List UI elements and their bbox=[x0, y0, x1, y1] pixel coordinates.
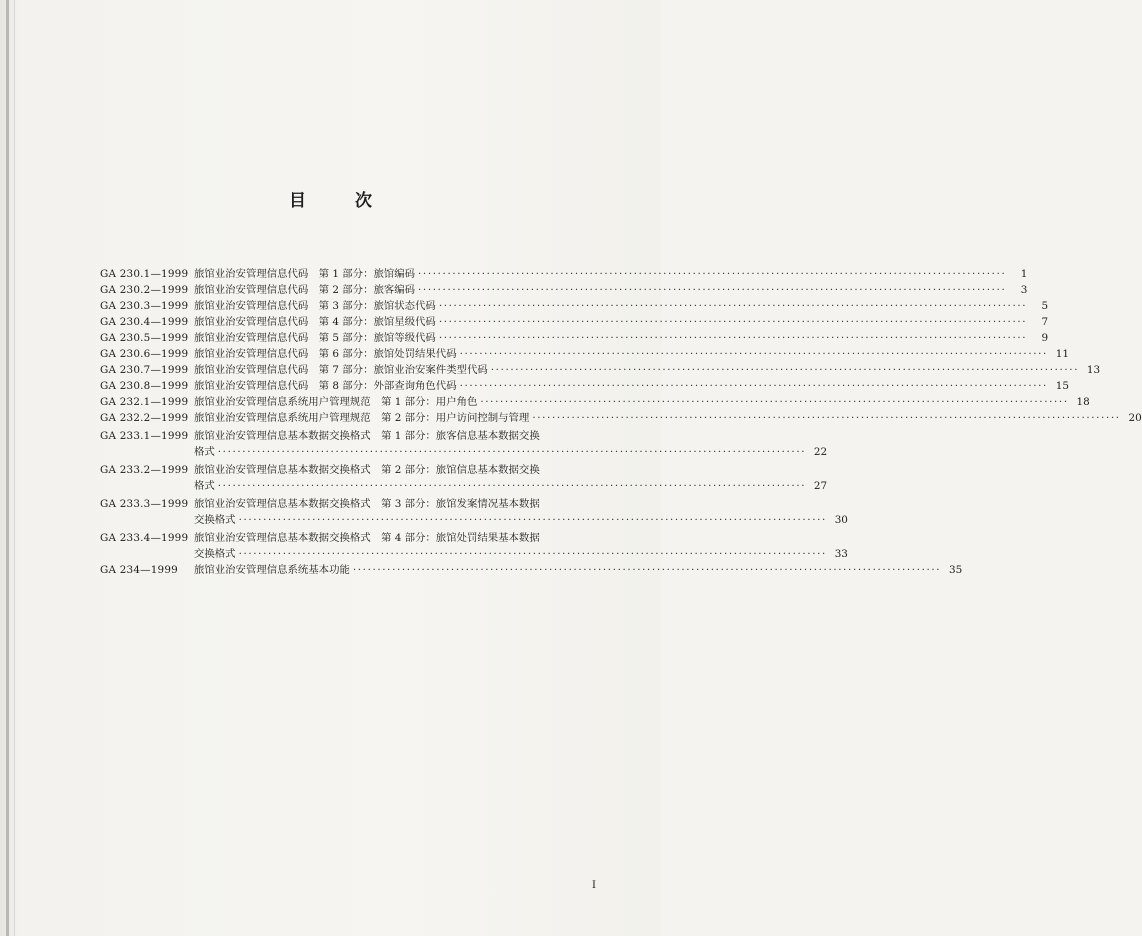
toc-leader-dots: ························································································································ bbox=[438, 316, 1028, 328]
toc-leader-dots: ························································································································ bbox=[217, 480, 807, 492]
toc-code: GA 230.2—1999 bbox=[100, 284, 189, 296]
toc-title-continuation: 交换格式 bbox=[194, 514, 236, 526]
page-number: I bbox=[592, 880, 596, 891]
toc-entry bbox=[100, 282, 1028, 298]
title-char-2: 次 bbox=[355, 191, 373, 211]
toc-title: 旅馆业治安管理信息代码 第 3 部分：旅馆状态代码 bbox=[194, 300, 436, 312]
toc-code: GA 230.8—1999 bbox=[100, 380, 189, 392]
toc-title: 旅馆业治安管理信息代码 第 1 部分：旅馆编码 bbox=[194, 268, 416, 280]
toc-entry bbox=[100, 428, 828, 460]
toc-code: GA 230.3—1999 bbox=[100, 300, 189, 312]
toc-leader-dots: ························································································································ bbox=[352, 564, 942, 576]
toc-code: GA 230.1—1999 bbox=[100, 268, 189, 280]
toc-leader-dots: ························································································································ bbox=[459, 348, 1048, 360]
toc-page-number: 15 bbox=[1055, 380, 1069, 392]
toc-page-number: 7 bbox=[1041, 316, 1049, 328]
toc-page-number: 22 bbox=[813, 446, 828, 458]
toc-page-number: 35 bbox=[948, 564, 963, 576]
toc-page-number: 3 bbox=[1020, 284, 1028, 296]
binding-edge bbox=[6, 0, 9, 936]
toc-leader-dots: ························································································································ bbox=[217, 446, 807, 458]
toc-title-continuation: 格式 bbox=[194, 480, 215, 492]
toc-page-number: 20 bbox=[1128, 412, 1142, 424]
toc-code: GA 230.7—1999 bbox=[100, 364, 189, 376]
toc-page-number: 13 bbox=[1086, 364, 1101, 376]
toc-entry bbox=[100, 298, 1049, 314]
toc-title: 旅馆业治安管理信息代码 第 7 部分：旅馆业治安案件类型代码 bbox=[194, 364, 488, 376]
page-title bbox=[0, 186, 662, 211]
toc-leader-dots: ························································································································ bbox=[459, 380, 1048, 392]
toc-page-number: 11 bbox=[1055, 348, 1069, 360]
toc-entry bbox=[100, 496, 848, 528]
toc-entry bbox=[100, 314, 1049, 330]
toc-code: GA 233.3—1999 bbox=[100, 498, 189, 510]
toc-page-number: 27 bbox=[813, 480, 828, 492]
toc-entry bbox=[100, 410, 1142, 426]
toc-page-number: 18 bbox=[1076, 396, 1090, 408]
toc-title: 旅馆业治安管理信息系统基本功能 bbox=[194, 564, 350, 576]
toc-page-number: 5 bbox=[1041, 300, 1049, 312]
toc-page-number: 33 bbox=[834, 548, 848, 560]
toc-title: 旅馆业治安管理信息基本数据交换格式 第 2 部分：旅馆信息基本数据交换 bbox=[194, 464, 540, 476]
toc-leader-dots: ························································································································ bbox=[490, 364, 1080, 376]
toc-entry bbox=[100, 530, 848, 562]
toc-title: 旅馆业治安管理信息基本数据交换格式 第 4 部分：旅馆处罚结果基本数据 bbox=[194, 532, 540, 544]
toc-title: 旅馆业治安管理信息代码 第 4 部分：旅馆星级代码 bbox=[194, 316, 436, 328]
toc-leader-dots: ························································································································ bbox=[532, 412, 1121, 424]
toc-code: GA 233.4—1999 bbox=[100, 532, 189, 544]
toc-title: 旅馆业治安管理信息系统用户管理规范 第 2 部分：用户访问控制与管理 bbox=[194, 412, 530, 424]
toc-title-continuation: 交换格式 bbox=[194, 548, 236, 560]
toc-title: 旅馆业治安管理信息代码 第 5 部分：旅馆等级代码 bbox=[194, 332, 436, 344]
toc-page-number: 9 bbox=[1041, 332, 1049, 344]
toc-entry bbox=[100, 362, 1101, 378]
toc-title-continuation: 格式 bbox=[194, 446, 215, 458]
toc-page-number: 1 bbox=[1020, 268, 1028, 280]
toc-leader-dots: ························································································································ bbox=[418, 268, 1007, 280]
toc-entry bbox=[100, 394, 1090, 410]
toc-title: 旅馆业治安管理信息系统用户管理规范 第 1 部分：用户角色 bbox=[194, 396, 478, 408]
toc-title: 旅馆业治安管理信息代码 第 2 部分：旅客编码 bbox=[194, 284, 416, 296]
toc-page-number: 30 bbox=[834, 514, 848, 526]
toc-code: GA 230.4—1999 bbox=[100, 316, 189, 328]
toc-leader-dots: ························································································································ bbox=[438, 332, 1028, 344]
toc-code: GA 234—1999 bbox=[100, 564, 178, 576]
toc-code: GA 233.2—1999 bbox=[100, 464, 189, 476]
toc-entry bbox=[100, 462, 828, 494]
toc-code: GA 232.1—1999 bbox=[100, 396, 189, 408]
toc-code: GA 233.1—1999 bbox=[100, 430, 189, 442]
toc-leader-dots: ························································································································ bbox=[238, 514, 827, 526]
title-char-1: 目 bbox=[289, 191, 307, 211]
toc-entry bbox=[100, 346, 1069, 362]
toc-code: GA 230.5—1999 bbox=[100, 332, 189, 344]
toc-code: GA 232.2—1999 bbox=[100, 412, 189, 424]
toc-leader-dots: ························································································································ bbox=[438, 300, 1028, 312]
toc-code: GA 230.6—1999 bbox=[100, 348, 189, 360]
toc-entry bbox=[100, 330, 1049, 346]
toc-entry bbox=[100, 266, 1028, 282]
toc-entry bbox=[100, 562, 963, 578]
toc-title: 旅馆业治安管理信息基本数据交换格式 第 1 部分：旅客信息基本数据交换 bbox=[194, 430, 540, 442]
toc-title: 旅馆业治安管理信息代码 第 8 部分：外部查询角色代码 bbox=[194, 380, 457, 392]
toc-entry bbox=[100, 378, 1069, 394]
table-of-contents bbox=[100, 266, 1142, 578]
toc-leader-dots: ························································································································ bbox=[238, 548, 827, 560]
toc-leader-dots: ························································································································ bbox=[418, 284, 1007, 296]
binding-edge-line bbox=[14, 0, 15, 936]
toc-title: 旅馆业治安管理信息代码 第 6 部分：旅馆处罚结果代码 bbox=[194, 348, 457, 360]
toc-title: 旅馆业治安管理信息基本数据交换格式 第 3 部分：旅馆发案情况基本数据 bbox=[194, 498, 540, 510]
toc-leader-dots: ························································································································ bbox=[480, 396, 1069, 408]
